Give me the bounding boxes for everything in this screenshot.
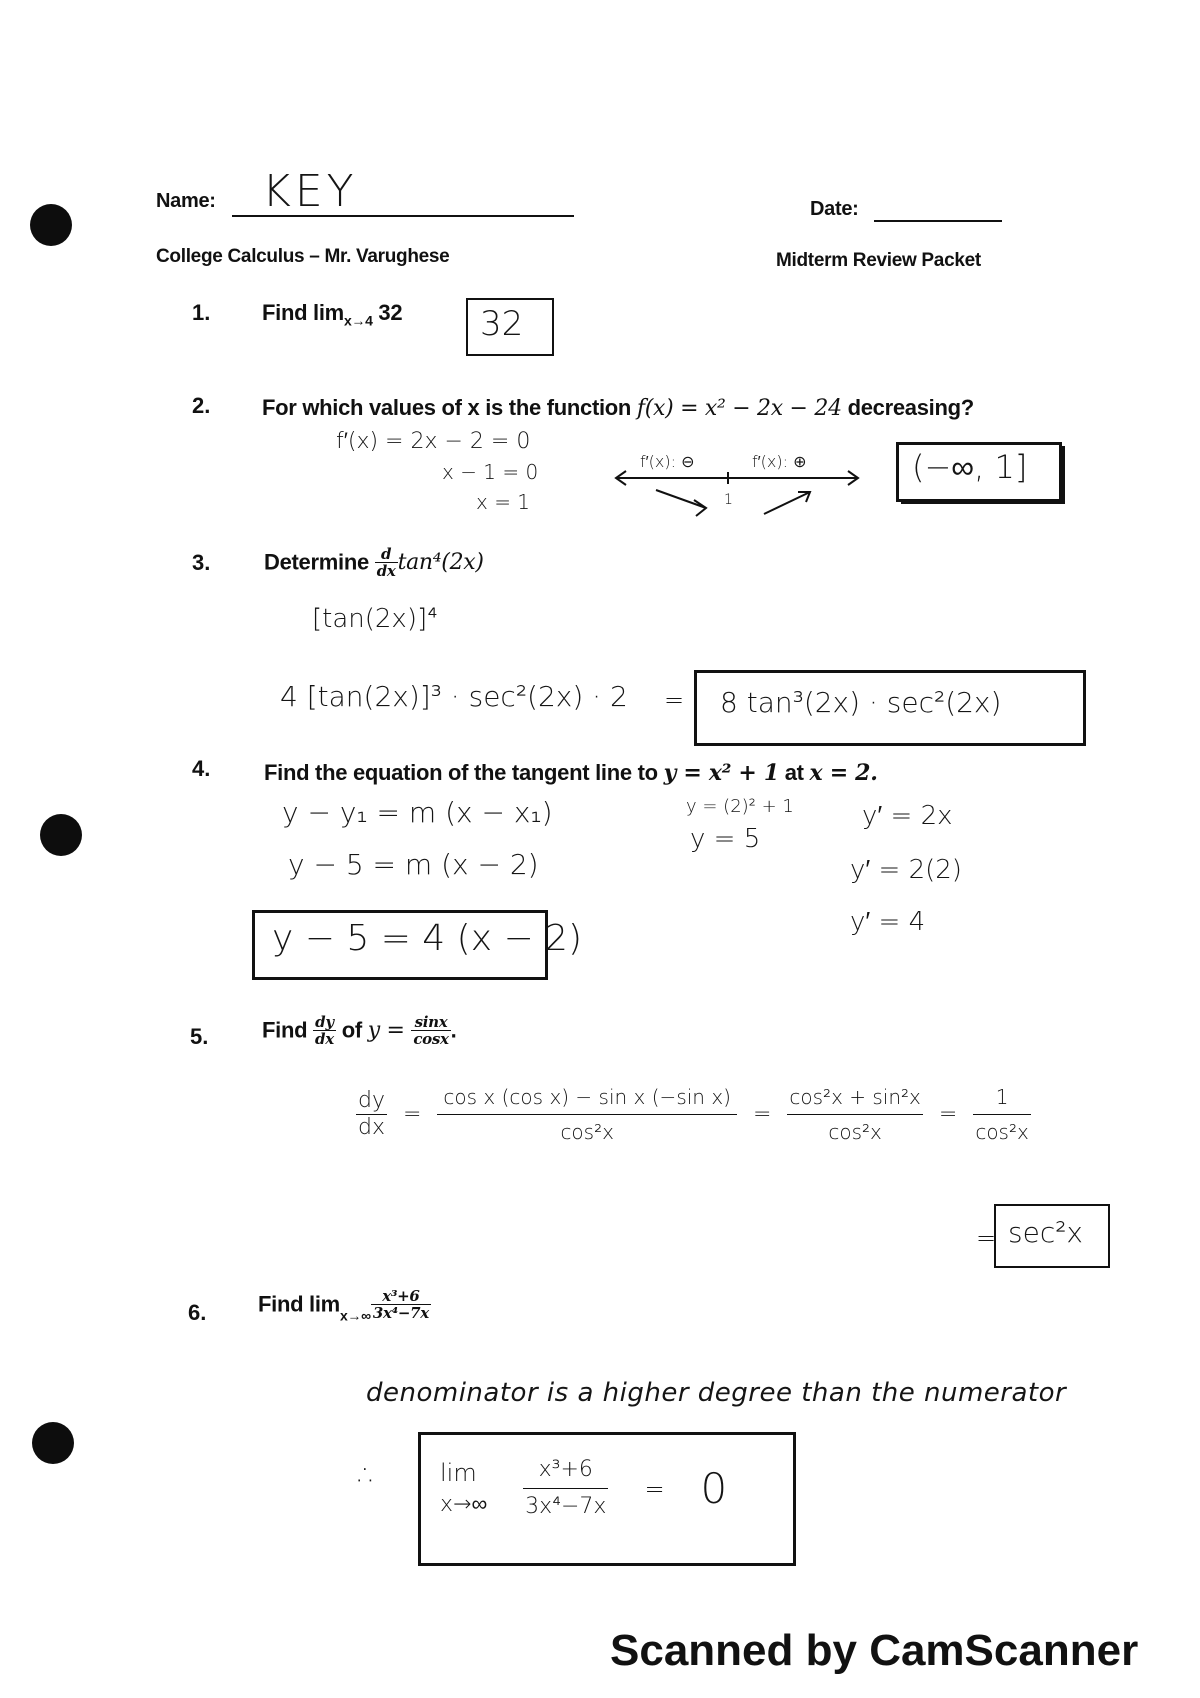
q5-step2-den: cos²x: [828, 1120, 882, 1144]
q6-therefore: ∴: [358, 1458, 378, 1493]
q5-d-den: dx: [315, 1030, 334, 1048]
q5-dydx: [356, 1088, 387, 1141]
q1-answer: 32: [480, 304, 524, 344]
date-line: [874, 220, 1002, 222]
q6-text: Find lim: [258, 1291, 340, 1317]
q1-text: Find lim: [262, 300, 344, 325]
q2-sign-right: f′(x): ⊕: [752, 452, 807, 471]
q4-point: x = 2.: [809, 760, 878, 786]
q5-text-b: of: [335, 1017, 368, 1043]
q6-note: denominator is a higher degree than the numerator: [366, 1378, 1067, 1408]
q1-constant: 32: [372, 300, 403, 325]
q4-work-mid-1: y = (2)² + 1: [686, 796, 794, 817]
q5-step1-num: cos x (cos x) − sin x (−sin x): [437, 1080, 737, 1115]
q6-lim-num: x³+6: [523, 1452, 608, 1489]
q1-limit-sub: x→4: [343, 312, 373, 329]
q6-number: 6.: [188, 1300, 207, 1325]
q4-work-left-2: y − 5 = m (x − 2): [288, 848, 539, 881]
q4-curve: y = x² + 1: [663, 760, 779, 786]
q5-step-1: [437, 1080, 737, 1149]
q6-limit-expression: [440, 1452, 727, 1525]
q3-expression: tan⁴(2x): [397, 550, 484, 575]
q5-answer: sec²x: [1008, 1216, 1084, 1249]
q3-frac-num: d: [375, 546, 398, 563]
q6-limit-sub: x→∞: [339, 1307, 371, 1324]
q2-sign-mark: 1: [724, 492, 733, 508]
q5-eq-4: =: [976, 1224, 997, 1252]
punch-hole-bottom: [32, 1422, 74, 1464]
q4-work-left-1: y − y₁ = m (x − x₁): [282, 796, 553, 829]
q5-step3-den: cos²x: [975, 1120, 1029, 1144]
q5-text-a: Find: [262, 1017, 314, 1043]
q6-answer: 0: [700, 1464, 728, 1513]
q6-lim-block: [440, 1457, 487, 1521]
q3-equals: =: [664, 686, 685, 714]
q2-answer: (−∞, 1]: [912, 448, 1028, 486]
q5-function: [411, 1014, 450, 1047]
q5-dydx-num: dy: [358, 1088, 385, 1113]
q3-text: Determine: [264, 549, 375, 575]
q4-work-mid-2: y = 5: [690, 824, 761, 854]
q3-prompt: [264, 546, 484, 579]
q2-prompt: [262, 395, 974, 421]
q4-text-b: at: [778, 760, 810, 785]
q5-period: .: [450, 1017, 457, 1043]
q4-text-a: Find the equation of the tangent line to: [264, 760, 664, 785]
q3-derivative-operator: [375, 546, 398, 579]
q5-step2-num: cos²x + sin²x: [787, 1080, 922, 1115]
q5-step1-den: cos²x: [560, 1120, 614, 1144]
q3-number: 3.: [192, 550, 211, 575]
punch-hole-middle: [40, 814, 82, 856]
course-title: College Calculus – Mr. Varughese: [156, 246, 450, 267]
q6-equals: =: [644, 1474, 665, 1503]
q5-step-2: [787, 1080, 922, 1149]
q5-f-den: cosx: [413, 1030, 449, 1048]
q4-prompt: [264, 760, 878, 786]
q5-prompt: [262, 1014, 456, 1047]
name-value: KEY: [262, 166, 358, 217]
q2-work-line-3: x = 1: [476, 490, 531, 514]
packet-title: Midterm Review Packet: [776, 250, 981, 271]
q5-dydx-den: dx: [358, 1115, 385, 1140]
q6-lim-word: lim: [440, 1458, 477, 1487]
q2-number: 2.: [192, 393, 211, 418]
q3-answer: 8 tan³(2x) · sec²(2x): [720, 686, 1002, 719]
punch-hole-top: [30, 204, 72, 246]
q4-answer: y − 5 = 4 (x − 2): [272, 918, 583, 959]
q2-sign-left: f′(x): ⊖: [640, 452, 695, 471]
q2-function: f(x) = x² − 2x − 24: [636, 396, 842, 421]
q6-frac-den: 3x⁴−7x: [372, 1304, 429, 1322]
camscanner-watermark: Scanned by CamScanner: [610, 1626, 1139, 1675]
q5-step-3: [973, 1080, 1031, 1149]
q4-work-right-3: y′ = 4: [850, 907, 926, 937]
q4-work-right-1: y′ = 2x: [862, 801, 953, 831]
q4-work-right-2: y′ = 2(2): [850, 855, 962, 885]
q5-f-num: sinx: [411, 1014, 450, 1031]
q5-d-num: dy: [313, 1014, 336, 1031]
q6-prompt: [258, 1288, 431, 1323]
q4-number: 4.: [192, 756, 211, 781]
q2-text: For which values of x is the function: [262, 395, 637, 420]
q2-work-line-1: f′(x) = 2x − 2 = 0: [336, 429, 531, 454]
q5-step3-num: 1: [973, 1080, 1031, 1115]
q6-lim-fraction: [523, 1452, 608, 1525]
q6-lim-sub: x→∞: [440, 1491, 488, 1517]
q1-prompt: [262, 300, 402, 328]
q3-work-line-1: [tan(2x)]⁴: [312, 604, 438, 634]
q3-frac-den: dx: [376, 562, 396, 580]
q5-number: 5.: [190, 1024, 209, 1049]
q6-fraction: [371, 1288, 431, 1321]
q3-work-line-2: 4 [tan(2x)]³ · sec²(2x) · 2: [280, 680, 628, 713]
q5-eq-1: =: [402, 1102, 422, 1127]
q1-number: 1.: [192, 300, 211, 325]
q5-derivative-operator: [313, 1014, 336, 1047]
q2-text-end: decreasing?: [841, 395, 974, 420]
q6-lim-den: 3x⁴−7x: [525, 1494, 607, 1519]
q5-y-eq: y =: [367, 1018, 412, 1043]
q6-frac-num: x³+6: [371, 1288, 431, 1305]
q5-eq-3: =: [938, 1102, 958, 1127]
name-label: Name:: [156, 190, 216, 212]
q2-work-line-2: x − 1 = 0: [442, 460, 539, 484]
q5-eq-2: =: [752, 1102, 772, 1127]
date-label: Date:: [810, 198, 859, 220]
q5-work-row: [356, 1080, 1031, 1149]
